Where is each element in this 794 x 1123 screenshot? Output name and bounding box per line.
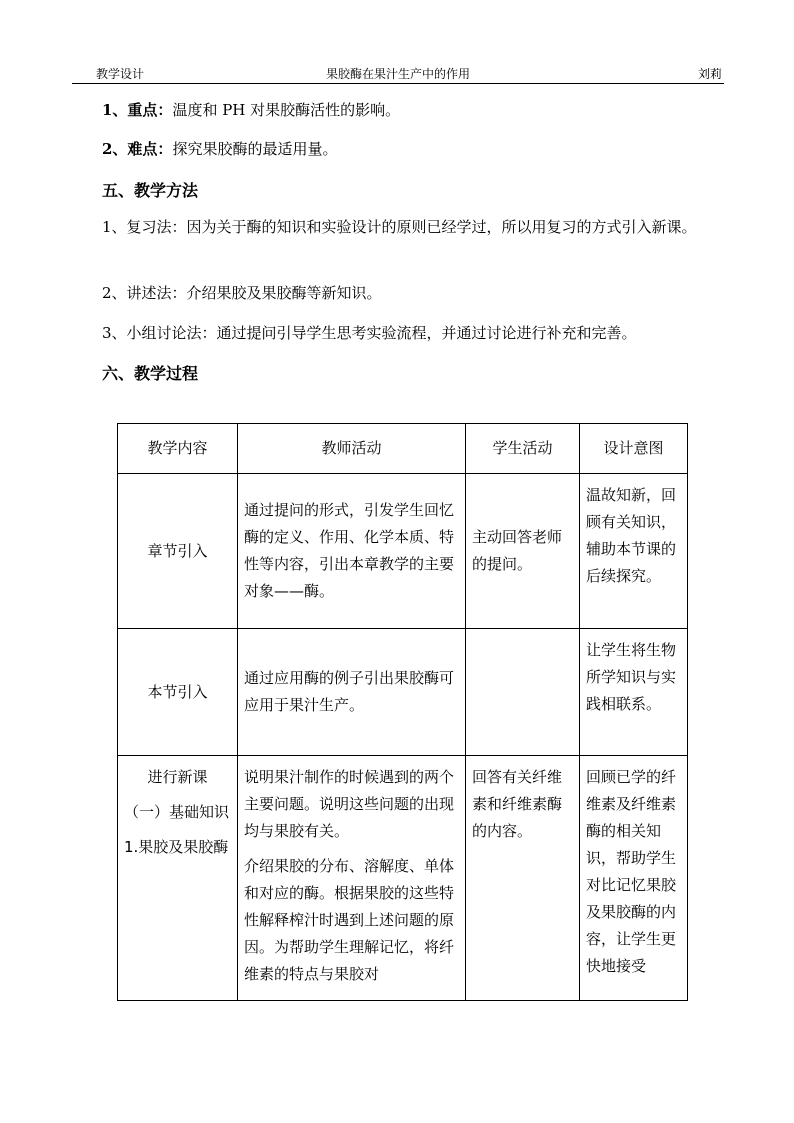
section-6-title: 六、教学过程 [102,364,199,383]
row1-intent: 温故知新，回顾有关知识，辅助本节课的后续探究。 [580,474,688,629]
table-row [118,756,688,1001]
row3-content-line3: 1.果胶及果胶酶 [124,838,229,856]
header-intent: 设计意图 [580,424,688,474]
method-3: 3、小组讨论法：通过提问引导学生思考实验流程，并通过讨论进行补充和完善。 [102,324,637,342]
row1-student: 主动回答老师的提问。 [466,474,580,629]
table-row [118,474,688,629]
row3-teacher-para1: 说明果汁制作的时候遇到的两个主要问题。说明这些问题的出现均与果胶有关。 [244,768,455,840]
difficulty-point [72,138,712,160]
row2-student [466,629,580,756]
row3-teacher [238,756,466,1001]
row1-teacher: 通过提问的形式，引发学生回忆酶的定义、作用、化学本质、特性等内容，引出本章教学的主要对象——酶。 [238,474,466,629]
header-left: 教学设计 [96,67,145,81]
row1-content: 章节引入 [118,474,238,629]
row3-content-line2: （一）基础知识 [124,803,230,821]
row3-student: 回答有关纤维素和纤维素酶的内容。 [466,756,580,1001]
row3-content-line1: 进行新课 [147,768,208,786]
method-2: 2、讲述法：介绍果胶及果胶酶等新知识。 [102,284,382,302]
row2-intent: 让学生将生物所学知识与实践相联系。 [580,629,688,756]
row3-content [118,756,238,1001]
header-title: 果胶酶在果汁生产中的作用 [325,67,470,81]
key-point-text: 温度和 PH 对果胶酶活性的影响。 [172,101,401,119]
key-point-label: 1、重点： [102,101,173,119]
section-5-title: 五、教学方法 [102,181,199,200]
table-header-row [118,424,688,474]
row2-content: 本节引入 [118,629,238,756]
difficulty-point-text: 探究果胶酶的最适用量。 [172,140,338,158]
header-content: 教学内容 [118,424,238,474]
header-student: 学生活动 [466,424,580,474]
header-author: 刘莉 [697,67,722,81]
teaching-process-table [117,423,688,1001]
difficulty-point-label: 2、难点： [102,140,173,158]
table-row [118,629,688,756]
row3-intent: 回顾已学的纤维素及纤维素酶的相关知识，帮助学生对比记忆果胶及果胶酶的内容，让学生更快地接受 [580,756,688,1001]
method-1: 1、复习法：因为关于酶的知识和实验设计的原则已经学过，所以用复习的方式引入新课。 [102,218,697,236]
row3-teacher-para2: 介绍果胶的分布、溶解度、单体和对应的酶。根据果胶的这些特性解释榨汁时遇到上述问题的原因。为帮助学生理解记忆，将纤维素的特点与果胶对 [244,857,455,983]
header-teacher: 教师活动 [238,424,466,474]
row2-teacher: 通过应用酶的例子引出果胶酶可应用于果汁生产。 [238,629,466,756]
key-point [72,99,712,121]
page-header [72,63,724,84]
